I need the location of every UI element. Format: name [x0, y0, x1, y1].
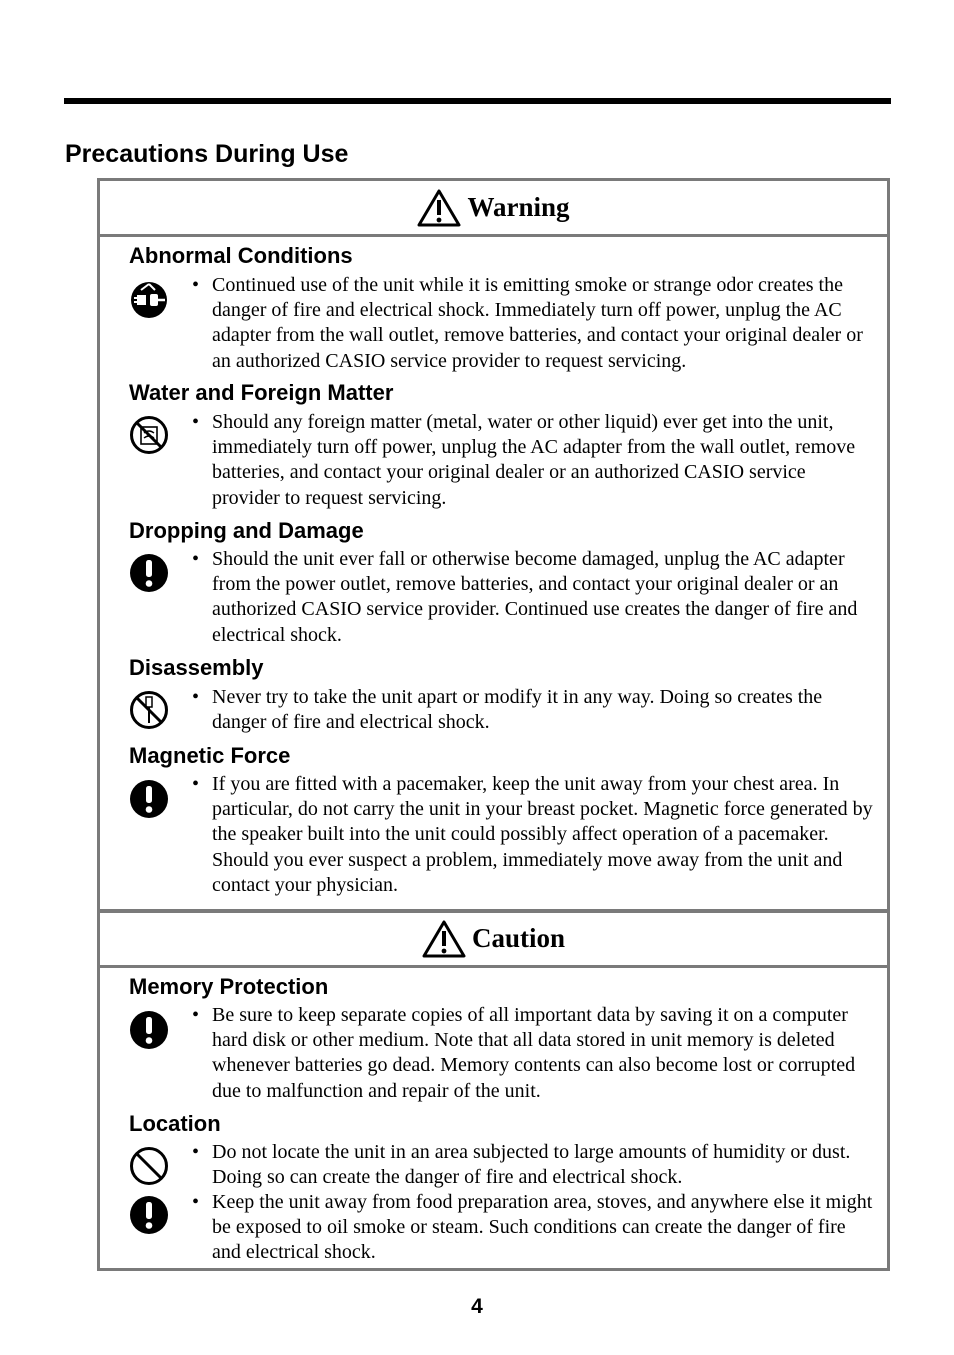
bullet: • [192, 411, 200, 433]
section-title-magnetic-force: Magnetic Force [129, 743, 291, 768]
bullet: • [192, 686, 200, 708]
prohibited-icon [129, 1146, 169, 1186]
section-title-location: Location [129, 1111, 221, 1136]
item-text: Do not locate the unit in an area subjected to large amounts of humidity or dust. Doing so can create the danger of fire and electrical shock. [212, 1141, 851, 1189]
section-title-disassembly: Disassembly [129, 655, 264, 680]
item-text: Continued use of the unit while it is emitting smoke or strange odor creates the danger of fire and electrical shock. Immediately turn off power, unplug the AC adapter from the wall outlet, remove batteries, and contact your original dealer or an authorized CASIO service provider to request servicing. [212, 274, 863, 372]
caution-box [97, 909, 890, 1271]
item-text: Never try to take the unit apart or modify it in any way. Doing so creates the danger of fire and electrical shock. [212, 686, 823, 734]
bullet: • [192, 773, 200, 795]
bullet: • [192, 274, 200, 296]
item-text: Should the unit ever fall or otherwise become damaged, unplug the AC adapter from the power outlet, remove batteries, and contact your original dealer or an authorized CASIO service provider. Continued use creates the danger of fire and electrical shock. [212, 548, 858, 646]
exclamation-icon [129, 779, 169, 819]
caution-triangle-icon [422, 920, 466, 958]
list-item [192, 1190, 878, 1266]
caution-heading: Caution [471, 923, 566, 953]
list-item [192, 273, 878, 374]
page-number: 4 [471, 1295, 483, 1318]
list-item [192, 547, 878, 648]
warning-heading: Warning [467, 192, 570, 222]
warning-box [97, 178, 890, 913]
list-item [192, 410, 878, 511]
exclamation-icon [129, 1195, 169, 1235]
exclamation-icon [129, 1010, 169, 1050]
bullet: • [192, 1141, 200, 1163]
section-title-water-foreign-matter: Water and Foreign Matter [129, 380, 394, 405]
top-rule [64, 98, 891, 104]
list-item [192, 1140, 878, 1190]
bullet: • [192, 1004, 200, 1026]
caution-header [100, 912, 887, 968]
no-disassembly-icon [129, 690, 169, 730]
item-text: Keep the unit away from food preparation area, stoves, and anywhere else it might be exposed to oil smoke or steam. Such conditions can create the danger of fire and electrical shock. [212, 1191, 873, 1264]
no-liquid-icon [129, 415, 169, 455]
bullet: • [192, 1191, 200, 1213]
item-text: Should any foreign matter (metal, water or other liquid) ever get into the unit, immediately turn off power, unplug the AC adapter from the wall outlet, remove batteries, and contact your original dealer or an authorized CASIO service provider to request servicing. [212, 411, 856, 509]
warning-triangle-icon [417, 189, 461, 227]
bullet: • [192, 548, 200, 570]
page-title: Precautions During Use [65, 140, 349, 168]
section-title-abnormal-conditions: Abnormal Conditions [129, 243, 353, 268]
unplug-icon [129, 280, 169, 320]
warning-header [100, 181, 887, 237]
section-title-memory-protection: Memory Protection [129, 974, 329, 999]
item-text: If you are fitted with a pacemaker, keep the unit away from your chest area. In particular, do not carry the unit in your breast pocket. Magnetic force generated by the speaker built into the unit could possibly affect operation of a pacemaker. Should you ever suspect a problem, immediately move away from the unit and contact your physician. [212, 773, 873, 896]
list-item [192, 772, 878, 898]
section-title-dropping-damage: Dropping and Damage [129, 518, 364, 543]
list-item [192, 1003, 878, 1104]
item-text: Be sure to keep separate copies of all important data by saving it on a computer hard disk or other medium. Note that all data stored in unit memory is deleted whenever batteries go dead. Memory contents can also become lost or corrupted due to malfunction and repair of the unit. [212, 1004, 856, 1102]
exclamation-icon [129, 553, 169, 593]
list-item [192, 685, 878, 735]
